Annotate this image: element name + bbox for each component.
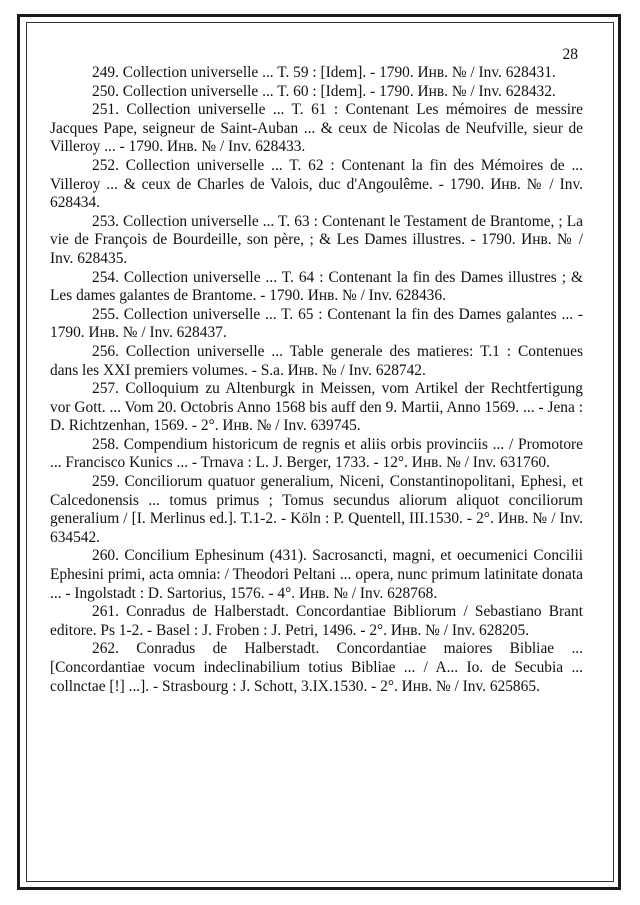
catalog-entry-258: 258. Compendium historicum de regnis et aliis orbis provinciis ... / Promotore ... Francisco Kunics ... - Trnava : L. J. Berger, 1733. - 12°. Инв. № / Inv. 631760. [50, 435, 583, 472]
catalog-entry-261: 261. Conradus de Halberstadt. Concordantiae Bibliorum / Sebastiano Brant editore. Ps 1-2. - Basel : J. Froben : J. Petri, 1496. - 2°. Инв. № / Inv. 628205. [50, 603, 583, 639]
catalog-entry-254: 254. Collection universelle ... T. 64 : Contenant la fin des Dames illustres ; & Les dames galantes de Brantome. - 1790. Инв. № / Inv. 628436. [50, 268, 583, 305]
catalog-entry-259: 259. Conciliorum quatuor generalium, Niceni, Constantinopolitani, Ephesi, et Calcedonensis ... tomus primus ; Tomus secundus aliorum aliquot conciliorum generalium / [I. Merlinus ed.]. T.1-2. - Köln : P. Quentell, III.1530. - 2°. Инв. № / Inv. 634542. [50, 473, 583, 546]
catalog-entry-252: 252. Collection universelle ... T. 62 : Contenant la fin des Mémoires de ... Villeroy ... & ceux de Charles de Valois, duc d'Angoulême. - 1790. Инв. № / Inv. 628434. [50, 156, 583, 212]
catalog-entry-251: 251. Collection universelle ... T. 61 : Contenant Les mémoires de messire Jacques Pape, seigneur de Saint-Auban ... & ceux de Nicolas de Neufville, sieur de Villeroy ... - 1790. Инв. № / Inv. 628433. [50, 101, 583, 156]
page-number: 28 [562, 46, 578, 63]
catalog-entries [50, 64, 583, 696]
catalog-entry-257: 257. Colloquium zu Altenburgk in Meissen, vom Artikel der Rechtfertigung vor Gott. ... Vom 20. Octobris Anno 1568 bis auff den 9. Martii, Anno 1569. ... - Jena : D. Richtzenhan, 1569. - 2°. Инв. № / Inv. 639745. [50, 380, 583, 435]
catalog-entry-255: 255. Collection universelle ... T. 65 : Contenant la fin des Dames galantes ... - 1790. Инв. № / Inv. 628437. [50, 305, 583, 342]
catalog-entry-250: 250. Collection universelle ... T. 60 : [Idem]. - 1790. Инв. № / Inv. 628432. [92, 82, 556, 100]
catalog-entry-260: 260. Concilium Ephesinum (431). Sacrosancti, magni, et oecumenici Concilii Ephesini primi, acta omnia: / Theodori Peltani ... opera, nunc primum latinitate donata ... - Ingolstadt : D. Sartorius, 1576. - 4°. Инв. № / Inv. 628768. [50, 547, 583, 602]
catalog-entry-253: 253. Collection universelle ... T. 63 : Contenant le Testament de Brantome, ; La vie de François de Bourdeille, son père, ; & Les Dames illustres. - 1790. Инв. № / Inv. 628435. [50, 212, 583, 267]
catalog-entry-249: 249. Collection universelle ... T. 59 : [Idem]. - 1790. Инв. № / Inv. 628431. [92, 64, 556, 81]
catalog-entry-262: 262. Conradus de Halberstadt. Concordantiae maiores Bibliae ... [Concordantiae vocum indeclinabilium totius Bibliae ... / A... Io. de Secubia ... collnctae [!] ...]. - Strasbourg : J. Schott, 3.IX.1530. - 2°. Инв. № / Inv. 625865. [50, 640, 583, 695]
catalog-entry-256: 256. Collection universelle ... Table generale des matieres: T.1 : Contenues dans les XXI premiers volumes. - S.a. Инв. № / Inv. 628742. [50, 342, 583, 379]
